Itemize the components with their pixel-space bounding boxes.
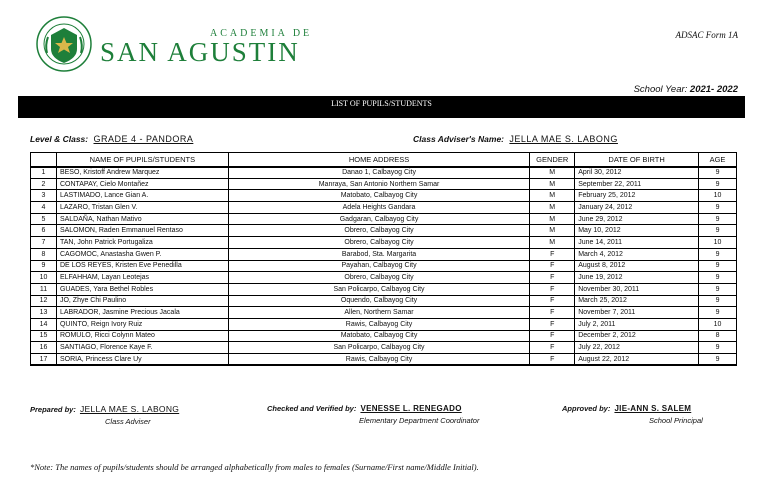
col-name: NAME OF PUPILS/STUDENTS (56, 153, 228, 167)
form-code: ADSAC Form 1A (675, 30, 738, 40)
student-name: ELFAHHAM, Layan Leotejas (56, 272, 228, 284)
student-name: SALOMON, Raden Emmanuel Rentaso (56, 225, 228, 237)
school-year-value: 2021- 2022 (689, 84, 738, 95)
page-title: LIST OF PUPILS/STUDENTS (18, 96, 745, 118)
table-row (31, 354, 737, 366)
date-of-birth: March 4, 2012 (575, 248, 699, 260)
approved-by (562, 404, 703, 425)
gender: M (530, 225, 575, 237)
student-name: ROMULO, Ricci Colynn Mateo (56, 330, 228, 342)
student-name: LAZARO, Tristan Glen V. (56, 202, 228, 214)
age: 9 (699, 225, 737, 237)
home-address: Gadgaran, Calbayog City (228, 213, 529, 225)
row-number: 13 (31, 307, 57, 319)
row-number: 3 (31, 190, 57, 202)
student-name: CAGOMOC, Anastasha Gwen P. (56, 248, 228, 260)
gender: M (530, 202, 575, 214)
level-class-value: GRADE 4 - PANDORA (93, 134, 194, 144)
table-row (31, 178, 737, 190)
home-address: Matobato, Calbayog City (228, 190, 529, 202)
student-name: SANTIAGO, Florence Kaye F. (56, 342, 228, 354)
date-of-birth: June 14, 2011 (575, 237, 699, 249)
home-address: San Policarpo, Calbayog City (228, 342, 529, 354)
student-name: SALDAÑA, Nathan Mativo (56, 213, 228, 225)
date-of-birth: August 22, 2012 (575, 354, 699, 366)
home-address: Payahan, Calbayog City (228, 260, 529, 272)
table-row (31, 167, 737, 179)
gender: F (530, 272, 575, 284)
student-name: LASTIMADO, Lance Gian A. (56, 190, 228, 202)
home-address: Obrero, Calbayog City (228, 225, 529, 237)
school-name (100, 28, 340, 65)
checked-by-role: Elementary Department Coordinator (359, 416, 480, 425)
student-name: LABRADOR, Jasmine Precious Jacala (56, 307, 228, 319)
table-row (31, 190, 737, 202)
gender: F (530, 283, 575, 295)
home-address: Obrero, Calbayog City (228, 237, 529, 249)
table-row (31, 318, 737, 330)
col-address: HOME ADDRESS (228, 153, 529, 167)
gender: M (530, 178, 575, 190)
age: 10 (699, 318, 737, 330)
gender: M (530, 167, 575, 179)
table-row (31, 283, 737, 295)
level-class-label: Level & Class: (30, 134, 89, 144)
date-of-birth: June 19, 2012 (575, 272, 699, 284)
class-adviser-value: JELLA MAE S. LABONG (509, 134, 618, 144)
date-of-birth: June 29, 2012 (575, 213, 699, 225)
age: 9 (699, 167, 737, 179)
table-row (31, 342, 737, 354)
row-number: 14 (31, 318, 57, 330)
col-gender: GENDER (530, 153, 575, 167)
prepared-by (30, 404, 179, 426)
student-name: JO, Zhye Chi Paulino (56, 295, 228, 307)
checked-by-name: VENESSE L. RENEGADO (360, 404, 462, 413)
home-address: Obrero, Calbayog City (228, 272, 529, 284)
prepared-by-name: JELLA MAE S. LABONG (79, 404, 180, 414)
date-of-birth: January 24, 2012 (575, 202, 699, 214)
table-row (31, 213, 737, 225)
home-address: San Policarpo, Calbayog City (228, 283, 529, 295)
age: 9 (699, 213, 737, 225)
prepared-by-role: Class Adviser (105, 417, 151, 426)
table-row (31, 330, 737, 342)
class-adviser-label: Class Adviser's Name: (413, 134, 505, 144)
approved-by-role: School Principal (649, 416, 703, 425)
table-row (31, 248, 737, 260)
gender: F (530, 260, 575, 272)
row-number: 5 (31, 213, 57, 225)
date-of-birth: July 22, 2012 (575, 342, 699, 354)
age: 9 (699, 342, 737, 354)
age: 9 (699, 272, 737, 284)
row-number: 6 (31, 225, 57, 237)
age: 9 (699, 295, 737, 307)
table-row (31, 225, 737, 237)
home-address: Rawis, Calbayog City (228, 354, 529, 366)
table-row (31, 202, 737, 214)
checked-by (267, 404, 479, 425)
table-row (31, 272, 737, 284)
table-row (31, 307, 737, 319)
gender: F (530, 295, 575, 307)
date-of-birth: November 7, 2011 (575, 307, 699, 319)
date-of-birth: February 25, 2012 (575, 190, 699, 202)
date-of-birth: March 25, 2012 (575, 295, 699, 307)
table-header-row (31, 153, 737, 167)
gender: F (530, 330, 575, 342)
gender: M (530, 190, 575, 202)
date-of-birth: April 30, 2012 (575, 167, 699, 179)
home-address: Matobato, Calbayog City (228, 330, 529, 342)
home-address: Rawis, Calbayog City (228, 318, 529, 330)
home-address: Allen, Northern Samar (228, 307, 529, 319)
table-row (31, 295, 737, 307)
date-of-birth: May 10, 2012 (575, 225, 699, 237)
table-row (31, 237, 737, 249)
col-number (31, 153, 57, 167)
row-number: 4 (31, 202, 57, 214)
row-number: 7 (31, 237, 57, 249)
age: 9 (699, 307, 737, 319)
gender: M (530, 213, 575, 225)
home-address: Oquendo, Calbayog City (228, 295, 529, 307)
col-dob: DATE OF BIRTH (575, 153, 699, 167)
prepared-by-label: Prepared by: (30, 405, 76, 414)
row-number: 16 (31, 342, 57, 354)
home-address: Barabod, Sta. Margarita (228, 248, 529, 260)
school-name-sub: ACADEMIA DE (210, 28, 313, 39)
age: 9 (699, 283, 737, 295)
student-roster-table (30, 152, 737, 366)
gender: F (530, 318, 575, 330)
age: 9 (699, 202, 737, 214)
home-address: Danao 1, Calbayog City (228, 167, 529, 179)
student-name: QUINTO, Reign Ivory Ruiz (56, 318, 228, 330)
class-adviser (413, 134, 618, 144)
student-name: TAN, John Patrick Portugaliza (56, 237, 228, 249)
footnote: *Note: The names of pupils/students should be arranged alphabetically from males to females (Surname/First name/Middle Initial). (30, 462, 479, 472)
date-of-birth: December 2, 2012 (575, 330, 699, 342)
gender: F (530, 354, 575, 366)
gender: F (530, 248, 575, 260)
checked-by-label: Checked and Verified by: (267, 404, 357, 413)
student-name: GUADES, Yara Bethel Robles (56, 283, 228, 295)
school-year-label: School Year: (633, 84, 688, 95)
student-name: SORIA, Princess Clare Uy (56, 354, 228, 366)
student-name: DE LOS REYES, Kristen Eve Penedilla (56, 260, 228, 272)
approved-by-name: JIE-ANN S. SALEM (614, 404, 692, 413)
age: 8 (699, 330, 737, 342)
row-number: 8 (31, 248, 57, 260)
home-address: Adela Heights Gandara (228, 202, 529, 214)
gender: F (530, 307, 575, 319)
row-number: 17 (31, 354, 57, 366)
school-year (634, 84, 738, 95)
age: 10 (699, 237, 737, 249)
home-address: Manraya, San Antonio Northern Samar (228, 178, 529, 190)
age: 9 (699, 178, 737, 190)
row-number: 11 (31, 283, 57, 295)
row-number: 2 (31, 178, 57, 190)
age: 9 (699, 354, 737, 366)
row-number: 10 (31, 272, 57, 284)
age: 9 (699, 248, 737, 260)
date-of-birth: July 2, 2011 (575, 318, 699, 330)
date-of-birth: September 22, 2011 (575, 178, 699, 190)
approved-by-label: Approved by: (562, 404, 611, 413)
row-number: 15 (31, 330, 57, 342)
col-age: AGE (699, 153, 737, 167)
row-number: 1 (31, 167, 57, 179)
gender: F (530, 342, 575, 354)
row-number: 12 (31, 295, 57, 307)
age: 10 (699, 190, 737, 202)
level-class (30, 134, 193, 144)
table-row (31, 260, 737, 272)
school-name-main: SAN AGUSTIN (100, 37, 300, 67)
school-seal-logo (35, 15, 93, 73)
date-of-birth: November 30, 2011 (575, 283, 699, 295)
student-name: BESO, Kristoff Andrew Marquez (56, 167, 228, 179)
gender: M (530, 237, 575, 249)
age: 9 (699, 260, 737, 272)
row-number: 9 (31, 260, 57, 272)
date-of-birth: August 8, 2012 (575, 260, 699, 272)
student-name: CONTAPAY, Cielo Montañez (56, 178, 228, 190)
